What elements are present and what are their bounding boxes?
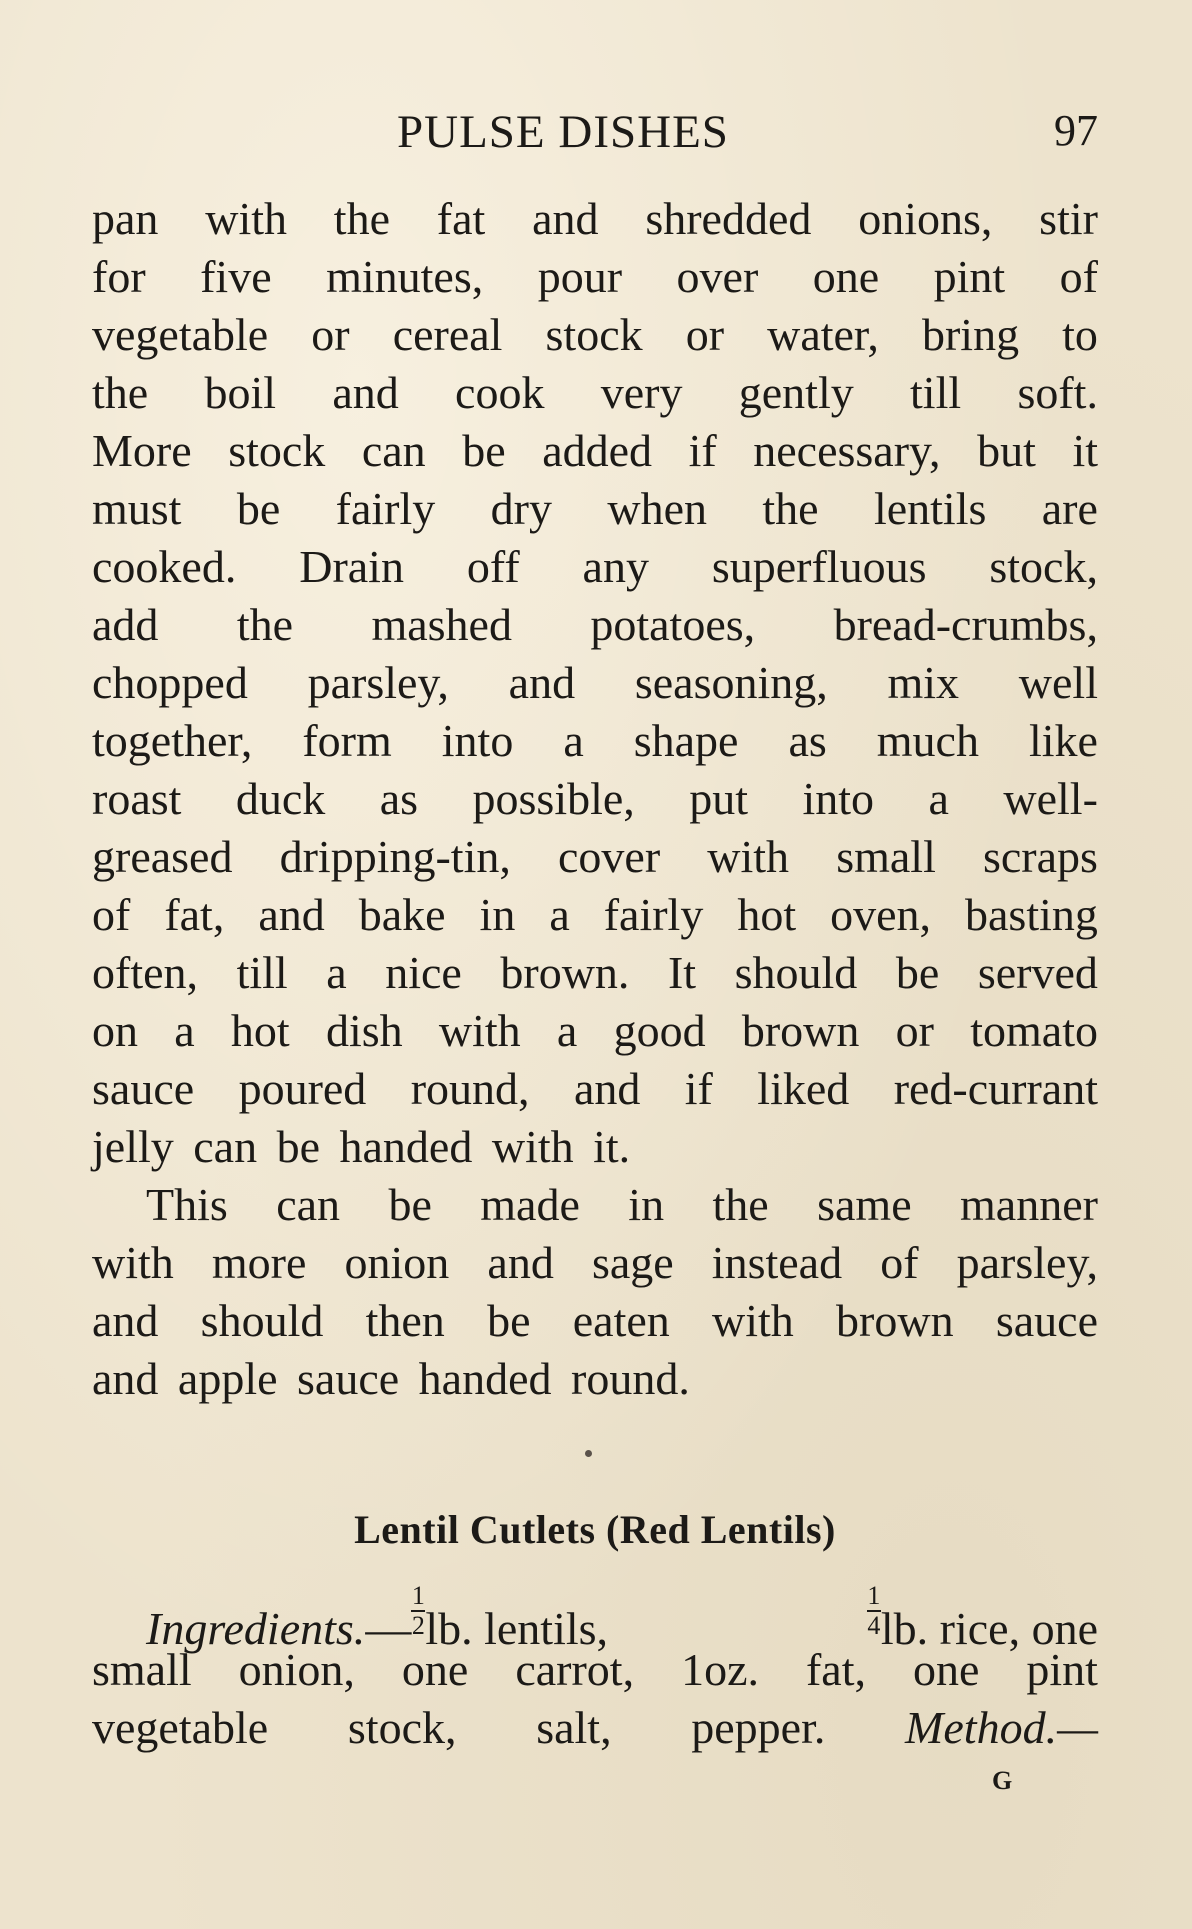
word: poured [238,1063,367,1114]
word: fat [436,193,486,244]
text-line [92,1002,1098,1060]
word: bread-crumbs, [833,599,1098,650]
word: any [582,541,649,592]
word: in [479,889,516,940]
word: 1oz. [681,1644,759,1695]
word: or [685,309,725,360]
word: onion [344,1237,450,1288]
text-line [92,538,1098,596]
word: minutes, [326,251,484,302]
word: with [92,1237,174,1288]
word: bake [358,889,446,940]
word: cereal [392,309,503,360]
word: into [802,773,875,824]
word: a [174,1005,195,1056]
word: well [1018,657,1098,708]
text-line [92,828,1098,886]
word: much [876,715,979,766]
word: same [817,1179,912,1230]
word: necessary, [753,425,941,476]
word: tomato [970,1005,1098,1056]
word: duck [235,773,326,824]
section-ornament [585,1450,592,1457]
word: with [707,831,790,882]
word: salt, [536,1702,612,1753]
word: and [532,193,599,244]
ingredients-line [92,1581,1098,1654]
text-line [92,422,1098,480]
word: shredded [645,193,812,244]
word: be [236,483,281,534]
word: pint [1026,1644,1098,1695]
word: a [563,715,584,766]
word: one [812,251,880,302]
word: of [92,889,131,940]
word: liked [757,1063,850,1114]
word: gently [738,367,854,418]
word: shape [633,715,739,766]
word: seasoning, [634,657,828,708]
word: of [1059,251,1098,302]
word: form [302,715,392,766]
word: boil [204,367,277,418]
word: small [92,1644,192,1695]
word: as [788,715,827,766]
word: vegetable [92,309,269,360]
word: stock [228,425,326,476]
word: hot [230,1005,290,1056]
word: dry [490,483,552,534]
recipe-heading: Lentil Cutlets (Red Lentils) [354,1507,836,1552]
word: good [613,1005,706,1056]
word: in [628,1179,665,1230]
word: water, [767,309,879,360]
text-line [92,1350,1098,1408]
word: nice [385,947,462,998]
word: mashed [371,599,512,650]
word: be [462,425,506,476]
lentils-text: lb. lentils, [425,1603,609,1654]
text-line [92,1060,1098,1118]
word: pepper. [691,1702,826,1753]
text-line [92,886,1098,944]
word: a [326,947,347,998]
word: more [211,1237,307,1288]
text-line [92,1292,1098,1350]
word: if [684,1063,713,1114]
word: off [466,541,520,592]
word: brown. [500,947,630,998]
word: the [236,599,294,650]
ingredients-line-3 [92,1699,1098,1757]
word: well- [1003,773,1098,824]
word: cooked. [92,541,237,592]
text-line [92,770,1098,828]
word: can [361,425,426,476]
ingredients-line-2 [92,1641,1098,1699]
word: basting [965,889,1098,940]
word: with [712,1295,794,1346]
word: dish [325,1005,403,1056]
word: mix [887,657,960,708]
word: but [977,425,1036,476]
text-line [92,190,1098,248]
word: be [487,1295,531,1346]
word: it [1072,425,1098,476]
word: one [912,1644,980,1695]
running-head [92,105,1098,161]
word: and [258,889,325,940]
word: stir [1039,193,1098,244]
word: sage [591,1237,674,1288]
word: when [607,483,707,534]
word: carrot, [515,1644,635,1695]
word: like [1028,715,1098,766]
word: put [689,773,749,824]
word: should [200,1295,324,1346]
word: possible, [472,773,635,824]
word: fairly [603,889,704,940]
word: and [573,1063,641,1114]
word: over [676,251,759,302]
text-line [92,1234,1098,1292]
text-line [92,1176,1098,1234]
word: roast [92,773,182,824]
word: potatoes, [590,599,756,650]
word: the [333,193,390,244]
text-line [92,596,1098,654]
text-line [92,480,1098,538]
word: scraps [982,831,1098,882]
signature-mark: G [992,1766,1013,1795]
word: together, [92,715,253,766]
word: round, [410,1063,530,1114]
word: It [667,947,697,998]
word: soft. [1017,367,1098,418]
word: parsley, [307,657,449,708]
word: and [508,657,576,708]
word: pan [92,193,159,244]
em-dash: — [365,1603,412,1654]
word: lentils [873,483,987,534]
word: chopped [92,657,248,708]
word: fat, [805,1644,866,1695]
word: very [600,367,683,418]
fraction-quarter: $\frac{1}{4}$ [867,1581,881,1640]
word: with [205,193,287,244]
word: onions, [858,193,993,244]
word: superfluous [711,541,927,592]
word: the [92,367,149,418]
word: must [92,483,182,534]
word: the [762,483,819,534]
method-label: Method.— [905,1702,1098,1753]
text-line [92,654,1098,712]
ingredients-label: Ingredients. [146,1603,366,1654]
word: dripping-tin, [279,831,511,882]
word: cover [558,831,661,882]
word: bring [921,309,1020,360]
word: or [895,1005,934,1056]
word: This [146,1179,228,1230]
word: instead [711,1237,843,1288]
fraction-half: $\frac{1}{2}$ [411,1581,425,1640]
word: a [928,773,949,824]
word: with [438,1005,521,1056]
word: then [365,1295,445,1346]
word: stock, [347,1702,457,1753]
word: and [487,1237,554,1288]
word: served [977,947,1098,998]
text-line [92,306,1098,364]
word: stock [545,309,643,360]
word: till [236,947,288,998]
word: add [92,599,159,650]
word: Drain [299,541,404,592]
word: and [92,1295,159,1346]
word: into [441,715,514,766]
word: if [688,425,717,476]
text-line [92,712,1098,770]
page-number: 97 [1054,106,1098,155]
word: be [895,947,940,998]
word: the [712,1179,769,1230]
word: oven, [830,889,932,940]
word: should [734,947,858,998]
text-line [92,944,1098,1002]
word: brown [836,1295,954,1346]
word: red-currant [893,1063,1098,1114]
word: sauce [995,1295,1098,1346]
word: pour [537,251,623,302]
word: stock, [989,541,1098,592]
recipe-text [92,1583,1098,1757]
text-line [92,248,1098,306]
word: five [200,251,272,302]
word: made [480,1179,580,1230]
word: eaten [572,1295,670,1346]
word: cook [455,367,545,418]
word: hot [737,889,797,940]
word: and [332,367,399,418]
word: and apple sauce handed round. [92,1353,690,1404]
word: More [92,425,192,476]
word: fairly [335,483,436,534]
rice-text: lb. rice, one [880,1603,1098,1654]
text-line [92,364,1098,422]
word: are [1041,483,1098,534]
word: pint [933,251,1006,302]
word: can [276,1179,341,1230]
text-line [92,1118,1098,1176]
word: be [388,1179,432,1230]
word: added [542,425,653,476]
word: jelly can be handed with it. [92,1121,631,1172]
word: till [910,367,962,418]
word: small [836,831,936,882]
body-text [92,190,1098,1408]
word: as [379,773,419,824]
word: a [556,1005,578,1056]
word: greased [92,831,233,882]
word: for [92,251,146,302]
word: fat, [164,889,225,940]
word: of [880,1237,919,1288]
word: one [401,1644,469,1695]
word: manner [960,1179,1098,1230]
word: to [1062,309,1098,360]
word: sauce [92,1063,195,1114]
running-title: PULSE DISHES [397,106,729,158]
word: brown [741,1005,860,1056]
word: parsley, [956,1237,1098,1288]
word: vegetable [92,1702,269,1753]
word: often, [92,947,199,998]
word: on [92,1005,138,1056]
word: or [311,309,350,360]
word: a [549,889,570,940]
word: onion, [238,1644,355,1695]
